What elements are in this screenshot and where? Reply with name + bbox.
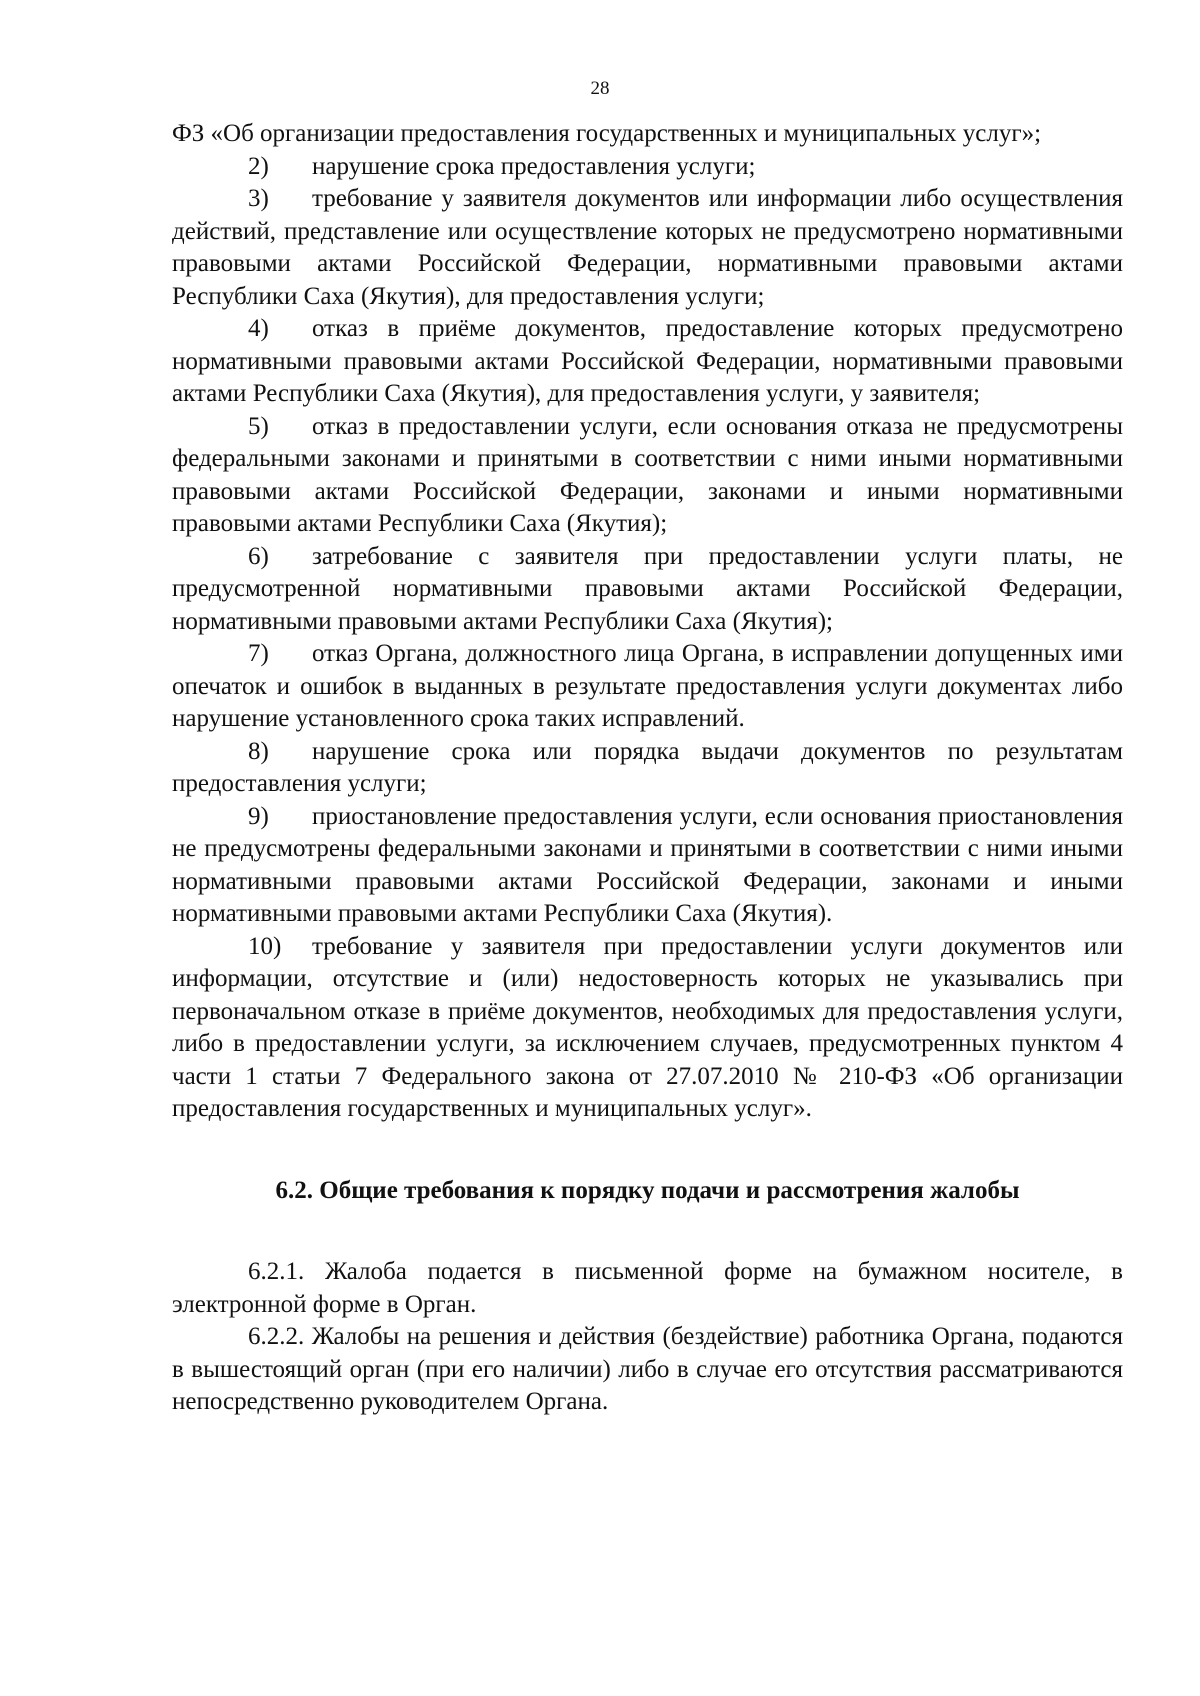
list-item-text: нарушение срока предоставления услуги;	[312, 152, 756, 180]
list-item-text: нарушение срока или порядка выдачи документов по результатам предоставления услуги;	[172, 737, 1123, 797]
list-item-number: 3)	[248, 185, 269, 212]
list-item-text: отказ Органа, должностного лица Органа, в исправлении допущенных ими опечаток и ошибок в выданных в результате предоставления услуги документах либо нарушение установленного срока таких исправлений.	[172, 640, 1123, 732]
list-item-number: 9)	[248, 802, 269, 830]
section-heading: 6.2. Общие требования к порядку подачи и рассмотрения жалобы	[275, 1176, 1020, 1204]
list-item-number: 10)	[248, 932, 282, 960]
intro-paragraph: ФЗ «Об организации предоставления государственных и муниципальных услуг»;	[172, 120, 1042, 147]
list-item-number: 4)	[248, 315, 269, 342]
page-number: 28	[590, 78, 610, 99]
list-item-text: требование у заявителя при предоставлении услуги документов или информации, отсутствие и (или) недостоверность которых не указывались при первоначальном отказе в приёме документов, необходимых для предоставления услуги, либо в предоставлении услуги, за исключением случаев, предусмотренных пунктом 4 части 1 статьи 7 Федерального закона от 27.07.2010 № 210-ФЗ «Об организации предоставления государственных и муниципальных услуг».	[172, 932, 1123, 1122]
list-item-number: 8)	[248, 737, 269, 765]
list-item-text: отказ в предоставлении услуги, если основания отказа не предусмотрены федеральными законами и принятыми в соответствии с ними иными нормативными правовыми актами Российской Федерации, законами и иными нормативными правовыми актами Республики Саха (Якутия);	[172, 412, 1123, 537]
list-item	[172, 151, 1123, 184]
subsection-paragraph: 6.2.1. Жалоба подается в письменной форме на бумажном носителе, в электронной форме в Орган.	[172, 1258, 1123, 1318]
list-item-text: отказ в приёме документов, предоставление которых предусмотрено нормативными правовыми актами Российской Федерации, нормативными правовыми актами Республики Саха (Якутия), для предоставления услуги, у заявителя;	[172, 315, 1123, 407]
list-item-text: затребование с заявителя при предоставлении услуги платы, не предусмотренной нормативными правовыми актами Российской Федерации, нормативными правовыми актами Республики Саха (Якутия);	[172, 542, 1123, 635]
list-item	[172, 313, 1123, 411]
list-item-number: 7)	[248, 640, 269, 667]
list-item-number: 5)	[248, 412, 269, 440]
list-item	[172, 736, 1123, 801]
list-item-text: требование у заявителя документов или информации либо осуществления действий, представление или осуществление которых не предусмотрено нормативными правовыми актами Российской Федерации, нормативными правовыми актами Республики Саха (Якутия), для предоставления услуги;	[172, 185, 1123, 310]
list-item	[172, 931, 1123, 1126]
list-item	[172, 638, 1123, 736]
list-item	[172, 183, 1123, 313]
list-item	[172, 411, 1123, 541]
list-item-number: 2)	[248, 152, 269, 180]
list-item-text: приостановление предоставления услуги, если основания приостановления не предусмотрены федеральными законами и принятыми в соответствии с ними иными нормативными правовыми актами Российской Федерации, законами и иными нормативными правовыми актами Республики Саха (Якутия).	[172, 802, 1123, 927]
list-item	[172, 541, 1123, 639]
list-item	[172, 801, 1123, 931]
violation-list	[172, 151, 1123, 1126]
document-body	[172, 118, 1123, 1419]
subsection-paragraph: 6.2.2. Жалобы на решения и действия (бездействие) работника Органа, подаются в вышестоящий орган (при его наличии) либо в случае его отсутствия рассматриваются непосредственно руководителем Органа.	[172, 1323, 1123, 1415]
list-item-number: 6)	[248, 542, 269, 570]
